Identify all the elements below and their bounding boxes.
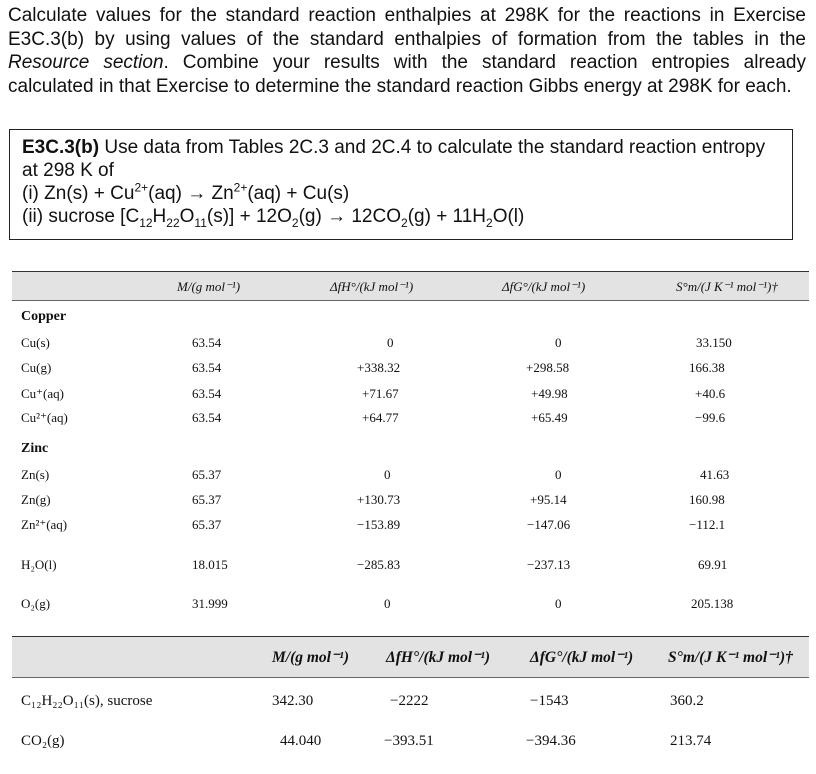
table-cell: 160.98	[689, 492, 725, 507]
reaction-text: H	[152, 206, 167, 227]
reaction-2	[22, 205, 782, 228]
table-cell: −285.83	[357, 557, 401, 572]
table-cell: +65.49	[531, 410, 568, 425]
table-cell: 205.138	[691, 596, 734, 611]
table-cell: 69.91	[698, 557, 728, 572]
table-cell: 65.37	[192, 492, 222, 507]
question-text-after: . Combine your results with the standard reaction entropies already calculated in that Exercise to determine the standard reaction Gibbs energy at 298K for each.	[8, 52, 807, 97]
table-cell: −153.89	[357, 517, 401, 532]
table-cell: Zn(g)	[21, 492, 51, 507]
t1-header-enthalpy: ΔfH°/(kJ mol⁻¹)	[330, 279, 414, 294]
group-copper: Copper	[21, 309, 67, 324]
reaction-text: (i) Zn(s) + Cu	[22, 183, 135, 204]
table-cell: +298.58	[526, 360, 570, 375]
t2-header-entropy: S°m/(J K⁻¹ mol⁻¹)†	[668, 649, 793, 666]
table-cell: 342.30	[272, 693, 314, 709]
table-cell: 0	[555, 596, 562, 611]
table-cell: 63.54	[192, 360, 222, 375]
table-cell: −147.06	[527, 517, 571, 532]
table-cell: Cu⁺(aq)	[21, 386, 64, 401]
t2-header-molar-mass: M/(g mol⁻¹)	[272, 649, 349, 666]
thermo-table-inorganic: M/(g mol⁻¹) ΔfH°/(kJ mol⁻¹) ΔfG°/(kJ mol⁻¹) S°m/(J K⁻¹ mol⁻¹)† Copper Cu(s) 63.54 0 0 33.150 Cu(g) 63.54 +338.32 +298.58 166.38 Cu⁺(aq) 63.54 +71.67 +49.98 +40.6 Cu²⁺(aq) 63.54 +64.77 +65.49 −99.6 Zinc Zn(s) 65.37 0 0 41.63 Zn(g) 65.37 +130.73 +95.14 160.98 Zn²⁺(aq) 65.37 −153.89 −147.06 −112.1 H₂O(l) 18.015 −285.83 −237.13 69.91 O₂(g) 31.999 0 0 205.138	[12, 271, 809, 623]
table-cell: H₂O(l)	[21, 557, 57, 572]
question-text-before: Calculate values for the standard reaction enthalpies at 298K for the reactions in Exercise E3C.3(b) by using values of the standard enthalpies of formation from the tables in the	[8, 5, 806, 50]
table-cell: 0	[384, 596, 391, 611]
table-cell: 0	[555, 335, 562, 350]
t1-header-entropy: S°m/(J K⁻¹ mol⁻¹)†	[676, 279, 778, 294]
table-cell: +130.73	[357, 492, 401, 507]
reaction-text: 22	[166, 215, 180, 230]
table-cell: Zn(s)	[21, 467, 50, 482]
reaction-text: (aq) + Cu(s)	[247, 183, 350, 204]
table-cell: 63.54	[192, 410, 222, 425]
table-cell: 0	[384, 467, 391, 482]
table-cell: 213.74	[670, 733, 712, 749]
exercise-box	[9, 129, 793, 240]
reaction-1	[22, 182, 782, 205]
reaction-text: 2	[486, 215, 493, 230]
t2-header-enthalpy: ΔfH°/(kJ mol⁻¹)	[386, 649, 491, 666]
table-cell: +49.98	[531, 386, 568, 401]
reaction-text: Use data from Tables 2C.3 and 2C.4 to calculate the standard reaction entropy at 298 K of	[22, 137, 766, 181]
table-cell: Zn²⁺(aq)	[21, 517, 68, 532]
t1-header-gibbs: ΔfG°/(kJ mol⁻¹)	[502, 279, 586, 294]
table-cell: −112.1	[689, 517, 726, 532]
table-cell: 0	[555, 467, 562, 482]
table-cell: Cu²⁺(aq)	[21, 410, 68, 425]
reaction-text: O	[179, 206, 195, 227]
reaction-text: 2+	[233, 180, 248, 195]
reaction-text: (g) → 12CO	[298, 206, 401, 227]
table-cell: +71.67	[362, 386, 399, 401]
table-cell: −393.51	[384, 733, 434, 749]
table-cell: C₁₂H₂₂O₁₁(s), sucrose	[21, 693, 153, 709]
table-cell: 31.999	[192, 596, 228, 611]
table-cell: O₂(g)	[21, 596, 51, 611]
group-zinc: Zinc	[21, 441, 49, 456]
table-cell: 65.37	[192, 467, 222, 482]
reaction-text: (g) + 11H	[407, 206, 487, 227]
table-cell: 63.54	[192, 386, 222, 401]
reaction-text: 11	[194, 215, 207, 230]
question-text	[8, 4, 806, 98]
table-cell: −237.13	[527, 557, 571, 572]
table-cell: −394.36	[526, 733, 576, 749]
table-cell: 33.150	[696, 335, 732, 350]
thermo-table-organic	[12, 636, 809, 774]
table-cell: CO₂(g)	[21, 733, 65, 749]
table-cell: +64.77	[362, 410, 399, 425]
table-cell: 44.040	[280, 733, 322, 749]
reaction-text: 2	[291, 215, 299, 230]
reaction-text: (aq) → Zn	[148, 183, 234, 204]
table-cell: 41.63	[700, 467, 730, 482]
table-cell: 166.38	[689, 360, 725, 375]
table1-header	[12, 271, 809, 301]
table-cell: 63.54	[192, 335, 222, 350]
exercise-prompt	[22, 136, 782, 182]
table-cell: Cu(s)	[21, 335, 50, 350]
table-cell: 65.37	[192, 517, 222, 532]
table-cell: −2222	[390, 693, 429, 709]
table-cell: −99.6	[695, 410, 726, 425]
table-cell: Cu(g)	[21, 360, 52, 375]
table-cell: +338.32	[357, 360, 401, 375]
exercise-label: E3C.3(b)	[22, 137, 100, 158]
table-cell: 360.2	[670, 693, 704, 709]
reaction-text: 2+	[134, 180, 149, 195]
reaction-text: O(l)	[492, 206, 525, 227]
table-cell: +40.6	[695, 386, 726, 401]
t1-header-molar-mass: M/(g mol⁻¹)	[177, 279, 241, 294]
reaction-text: 12	[139, 215, 153, 230]
resource-section-emphasis: Resource section	[8, 52, 164, 73]
t2-header-gibbs: ΔfG°/(kJ mol⁻¹)	[530, 649, 634, 666]
table-cell: 18.015	[192, 557, 228, 572]
table-cell: −1543	[530, 693, 569, 709]
table2-header	[12, 636, 809, 678]
reaction-text: (ii) sucrose [C	[22, 206, 140, 227]
table-cell: +95.14	[530, 492, 567, 507]
reaction-text: (s)] + 12O	[206, 206, 292, 227]
reaction-text: 2	[401, 215, 408, 230]
